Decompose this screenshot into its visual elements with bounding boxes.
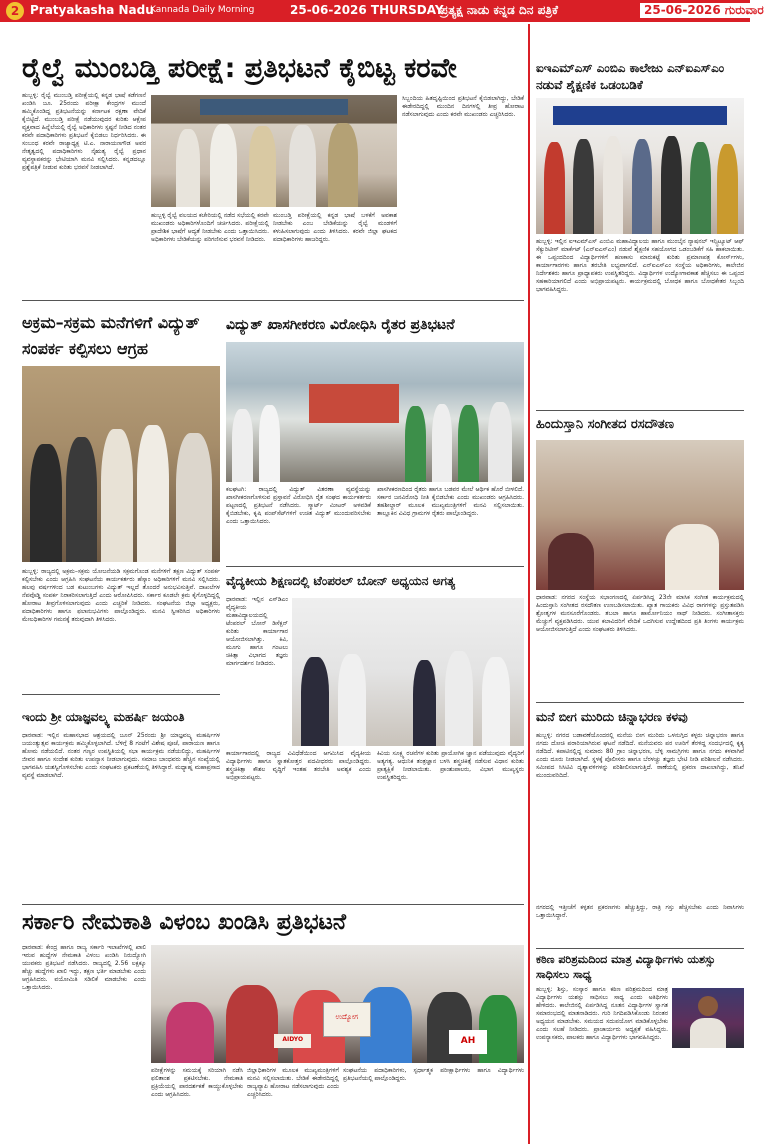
divider [536,702,744,703]
rail-body-4: ಸಿಬ್ಬಂದಿಯ ಹಿತದೃಷ್ಟಿಯಿಂದ ಪ್ರತಿಭಟನೆ ಕೈಬಿಡಲಾಗಿದ್ದು, ಬೇಡಿಕೆ ಈಡೇರದಿದ್ದಲ್ಲಿ ಮುಂದಿನ ದಿನಗಳಲ್ಲಿ ತೀವ್ರ ಹೋರಾಟ ನಡೆಸಲಾಗುವುದು ಎಂದು ಕರವೇ ಮುಖಂಡರು ಎಚ್ಚರಿಸಿದರು. [402,95,524,118]
medical-photo-person [482,657,510,746]
rail-photo [151,95,397,207]
iem-photo-person [573,139,594,234]
divider [22,694,220,695]
medical-body-1: ಧಾರವಾಡ: ಇಲ್ಲಿನ ಎಸ್‌ಡಿಎಂ ವೈದ್ಯಕೀಯ ಮಹಾವಿದ್ಯಾಲಯದಲ್ಲಿ ಟೆಂಪರಲ್ ಬೋನ್ ಡಿಸೆಕ್ಷನ್ ಕುರಿತು ಕಾರ್ಯಾಗಾರ ಆಯೋಜಿಸಲಾಗಿತ್ತು. ಕಿವಿ, ಮೂಗು ಹಾಗೂ ಗಂಟಲು ಚಿಕಿತ್ಸಾ ವಿಭಾಗದ ತಜ್ಞರು ಮಾರ್ಗದರ್ಶನ ನೀಡಿದರು. [226,596,288,667]
privatization-headline: ವಿದ್ಯುತ್ ಖಾಸಗೀಕರಣ ವಿರೋಧಿಸಿ ರೈತರ ಪ್ರತಿಭಟನೆ [226,317,455,333]
effort-headline: ಕಠಿಣ ಪರಿಶ್ರಮದಿಂದ ಮಾತ್ರ ವಿದ್ಯಾರ್ಥಿಗಳು ಯಶಸ್ಸು ಸಾಧಿಸಲು ಸಾಧ್ಯ [536,953,716,981]
music-photo-singer [665,524,719,590]
rail-photo-person [210,124,237,207]
medical-photo-person [413,660,436,746]
masthead [0,0,764,22]
date-kannada: 25-06-2026 ಗುರುವಾರ [640,3,768,18]
divider [226,566,524,567]
divider [536,948,744,949]
jobs-body-4: ಸಂಘಟನೆಯ ಪದಾಧಿಕಾರಿಗಳು, ಸ್ಪರ್ಧಾತ್ಮಕ ಪರೀಕ್ಷಾರ್ಥಿಗಳು ಹಾಗೂ ವಿದ್ಯಾರ್ಥಿಗಳು ಪ್ರತಿಭಟನೆಯಲ್ಲಿ ಪಾಲ್ಗೊಂಡಿದ್ದರು. [343,1067,524,1082]
iem-photo-person [603,136,624,234]
iem-photo-person [717,144,738,234]
medical-photo-person [338,654,366,746]
privatization-photo-person [458,405,479,482]
jayanti-headline: ಇಂದು ಶ್ರೀ ಯಾಜ್ಞವಲ್ಕ್ಯ ಮಹರ್ಷಿ ಜಯಂತಿ [22,710,185,724]
column-divider [528,24,530,1144]
medical-headline: ವೈದ್ಯಕೀಯ ಶಿಕ್ಷಣದಲ್ಲಿ ಟೆಂಪರಲ್ ಬೋನ್ ಅಧ್ಯಯನ ಅಗತ್ಯ [226,574,456,588]
privatization-photo-banner [309,384,398,423]
sakrama-photo-person [101,429,133,562]
jobs-body-1: ಧಾರವಾಡ: ಕೇಂದ್ರ ಹಾಗೂ ರಾಜ್ಯ ಸರ್ಕಾರಿ ಇಲಾಖೆಗಳಲ್ಲಿ ಖಾಲಿ ಇರುವ ಹುದ್ದೆಗಳ ನೇಮಕಾತಿ ವಿಳಂಬ ಖಂಡಿಸಿ ನಿರುದ್ಯೋಗಿ ಯುವಕರು ಪ್ರತಿಭಟನೆ ನಡೆಸಿದರು. ರಾಜ್ಯದಲ್ಲಿ 2.56 ಲಕ್ಷಕ್ಕೂ ಹೆಚ್ಚು ಹುದ್ದೆಗಳು ಖಾಲಿ ಇದ್ದು, ತಕ್ಷಣ ಭರ್ತಿ ಮಾಡಬೇಕು ಎಂದು ಆಗ್ರಹಿಸಿದರು. ವಯೋಮಿತಿ ಸಡಿಲಿಕೆ ಮಾಡಬೇಕು ಎಂದು ಒತ್ತಾಯಿಸಿದರು. [22,944,146,991]
jobs-photo-placard: ಉದ್ಯೋಗ [323,1002,371,1037]
iem-photo-person [544,142,565,234]
jobs-photo-placard: AH [449,1030,486,1054]
effort-photo [672,988,744,1048]
jobs-photo-person [166,1002,214,1063]
sakrama-headline: ಅಕ್ರಮ–ಸಕ್ರಮ ಮನೆಗಳಿಗೆ ವಿದ್ಯುತ್ ಸಂಪರ್ಕ ಕಲ್ಪಿಸಲು ಆಗ್ರಹ [22,313,200,358]
rail-photo-person [176,129,201,207]
paper-name-kannada: ಪ್ರತ್ಯಕ್ಷ ನಾಡು ಕನ್ನಡ ದಿನ ಪತ್ರಿಕೆ [440,3,559,17]
music-body: ಧಾರವಾಡ: ನಗರದ ಸಂಸ್ಥೆಯ ಸಭಾಂಗಣದಲ್ಲಿ ಏರ್ಪಡಿಸಿದ್ದ 23ನೇ ಮಾಸಿಕ ಸಂಗೀತ ಕಾರ್ಯಕ್ರಮದಲ್ಲಿ ಹಿಂದುಸ್ತಾನಿ ಸಂಗೀತದ ರಸದೌತಣ ಉಣಬಡಿಸಲಾಯಿತು. ಖ್ಯಾತ ಗಾಯಕರು ವಿವಿಧ ರಾಗಗಳನ್ನು ಪ್ರಸ್ತುತಪಡಿಸಿ ಶ್ರೋತೃಗಳ ಮನಸೂರೆಗೊಂಡರು. ತಬಲಾ ಹಾಗೂ ಹಾರ್ಮೋನಿಯಂ ಸಾಥ್ ನೀಡಿದರು. ಸಂಗೀತಾಸಕ್ತರು ಮೆಚ್ಚುಗೆ ವ್ಯಕ್ತಪಡಿಸಿದರು. ಯುವ ಕಲಾವಿದರಿಗೆ ವೇದಿಕೆ ಒದಗಿಸುವ ಉದ್ದೇಶದಿಂದ ಪ್ರತಿ ತಿಂಗಳು ಕಾರ್ಯಕ್ರಮ ಆಯೋಜಿಸಲಾಗುತ್ತಿದೆ ಎಂದು ಸಂಘಟಕರು ತಿಳಿಸಿದರು. [536,594,744,633]
iem-body: ಹುಬ್ಬಳ್ಳಿ: ಇಲ್ಲಿನ ಐಇಎಮ್ಎಸ್ ಎಂಬಿಎ ಮಹಾವಿದ್ಯಾಲಯ ಹಾಗೂ ಮುಂಬೈನ ನ್ಯಾಷನಲ್ ಇನ್ಸ್ಟಿಟ್ಯೂಟ್ ಆಫ್ ಸೆಕ್ಯುರಿಟೀಸ್ ಮಾರ್ಕೆಟ್ (ಎನ್ಐಎಸ್ಎಂ) ನಡುವೆ ಶೈಕ್ಷಣಿಕ ಸಹಯೋಗದ ಒಡಂಬಡಿಕೆಗೆ ಸಹಿ ಹಾಕಲಾಯಿತು. ಈ ಒಪ್ಪಂದದಿಂದ ವಿದ್ಯಾರ್ಥಿಗಳಿಗೆ ಹಣಕಾಸು ಮಾರುಕಟ್ಟೆ ಕುರಿತು ಪ್ರಮಾಣಪತ್ರ ಕೋರ್ಸ್‌ಗಳು, ಕಾರ್ಯಾಗಾರಗಳು ಹಾಗೂ ತರಬೇತಿ ಲಭ್ಯವಾಗಲಿದೆ. ಎನ್ಐಎಸ್ಎಂ ಸಂಸ್ಥೆಯ ಅಧಿಕಾರಿಗಳು, ಕಾಲೇಜಿನ ನಿರ್ದೇಶಕರು ಹಾಗೂ ಪ್ರಾಧ್ಯಾಪಕರು ಉಪಸ್ಥಿತರಿದ್ದರು. ವಿದ್ಯಾರ್ಥಿಗಳ ಉದ್ಯೋಗಾವಕಾಶ ಹೆಚ್ಚಿಸಲು ಈ ಒಪ್ಪಂದ ಸಹಕಾರಿಯಾಗಲಿದೆ ಎಂದು ಅಭಿಪ್ರಾಯಪಟ್ಟರು. ಕಾರ್ಯಕ್ರಮದಲ್ಲಿ ಬೋಧಕ ಹಾಗೂ ಬೋಧಕೇತರ ಸಿಬ್ಬಂದಿ ಭಾಗವಹಿಸಿದ್ದರು. [536,238,744,293]
medical-body-3: ಕಿವಿಯ ಸೂಕ್ಷ್ಮ ರಚನೆಗಳ ಕುರಿತು ಪ್ರಾಯೋಗಿಕ ಜ್ಞಾನ ಪಡೆಯುವುದು ವೈದ್ಯರಿಗೆ ಅತ್ಯಗತ್ಯ. ಆಧುನಿಕ ತಂತ್ರಜ್ಞಾನ ಬಳಸಿ ಶಸ್ತ್ರಚಿಕಿತ್ಸೆ ನಡೆಸುವ ವಿಧಾನ ಕುರಿತು ಪ್ರಾತ್ಯಕ್ಷಿಕೆ ನೀಡಲಾಯಿತು. ಪ್ರಾಂಶುಪಾಲರು, ವಿಭಾಗ ಮುಖ್ಯಸ್ಥರು ಉಪಸ್ಥಿತರಿದ್ದರು. [377,750,524,781]
paper-subtitle: Kannada Daily Morning [150,5,255,15]
privatization-photo-person [232,409,253,482]
music-photo-tabla-player [548,533,594,590]
privatization-photo-person [432,404,453,482]
sakrama-photo-person [30,444,62,562]
iem-photo [536,98,744,234]
date-english: 25-06-2026 THURSDAY [290,3,444,17]
rail-body-3: ಮುಂಬಡ್ತಿ ಪರೀಕ್ಷೆಯಲ್ಲಿ ಕನ್ನಡ ಭಾಷೆ ಬಳಕೆಗೆ ಅವಕಾಶ ನೀಡಬೇಕು ಎಂಬ ಬೇಡಿಕೆಯನ್ನು ರೈಲ್ವೆ ಮಂಡಳಿಗೆ ಕಳುಹಿಸಲಾಗುವುದು ಎಂದು ತಿಳಿಸಿದರು. ಕರವೇ ಜಿಲ್ಲಾ ಘಟಕದ ಪದಾಧಿಕಾರಿಗಳು ಹಾಜರಿದ್ದರು. [273,212,397,243]
jobs-photo-placard: AIDYO [274,1034,311,1048]
music-headline: ಹಿಂದುಸ್ತಾನಿ ಸಂಗೀತದ ರಸದೌತಣ [536,417,675,432]
sakrama-body: ಹುಬ್ಬಳ್ಳಿ: ರಾಜ್ಯದಲ್ಲಿ ಅಕ್ರಮ–ಸಕ್ರಮ ಯೋಜನೆಯಡಿ ಸಕ್ರಮಗೊಂಡ ಮನೆಗಳಿಗೆ ತಕ್ಷಣ ವಿದ್ಯುತ್ ಸಂಪರ್ಕ ಕಲ್ಪಿಸಬೇಕು ಎಂದು ಆಗ್ರಹಿಸಿ ಸಂಘಟನೆಯ ಕಾರ್ಯಕರ್ತರು ಹೆಸ್ಕಾಂ ಅಧಿಕಾರಿಗಳಿಗೆ ಮನವಿ ಸಲ್ಲಿಸಿದರು. ಹಲವು ವರ್ಷಗಳಿಂದ ಬಡ ಕುಟುಂಬಗಳು ವಿದ್ಯುತ್ ಇಲ್ಲದೆ ತೊಂದರೆ ಅನುಭವಿಸುತ್ತಿವೆ. ದಾಖಲೆಗಳ ನೆಪವೊಡ್ಡಿ ಸಂಪರ್ಕ ನಿರಾಕರಿಸಲಾಗುತ್ತಿದೆ ಎಂದು ಆರೋಪಿಸಿದರು. ಸರ್ಕಾರ ಕೂಡಲೇ ಕ್ರಮ ಕೈಗೊಳ್ಳದಿದ್ದಲ್ಲಿ ಹೋರಾಟ ತೀವ್ರಗೊಳಿಸಲಾಗುವುದು ಎಂದು ಎಚ್ಚರಿಕೆ ನೀಡಿದರು. ಸಂಘಟನೆಯ ಜಿಲ್ಲಾ ಅಧ್ಯಕ್ಷರು, ಪದಾಧಿಕಾರಿಗಳು ಹಾಗೂ ಫಲಾನುಭವಿಗಳು ಪಾಲ್ಗೊಂಡಿದ್ದರು. ಮನವಿ ಸ್ವೀಕರಿಸಿದ ಅಧಿಕಾರಿಗಳು ಮೇಲಧಿಕಾರಿಗಳ ಗಮನಕ್ಕೆ ತರುವುದಾಗಿ ತಿಳಿಸಿದರು. [22,568,220,623]
divider [22,904,524,905]
theft-body: ಹುಬ್ಬಳ್ಳಿ: ನಗರದ ಬಡಾವಣೆಯೊಂದರಲ್ಲಿ ಮನೆಯ ಬೀಗ ಮುರಿದು ಒಳನುಗ್ಗಿದ ಕಳ್ಳರು ಚಿನ್ನಾಭರಣ ಹಾಗೂ ನಗದು ದೋಚಿ ಪರಾರಿಯಾಗಿರುವ ಘಟನೆ ನಡೆದಿದೆ. ಮನೆಯವರು ಪರ ಊರಿಗೆ ತೆರಳಿದ್ದ ಸಂದರ್ಭದಲ್ಲಿ ಕೃತ್ಯ ನಡೆದಿದೆ. ಕಪಾಟಿನಲ್ಲಿದ್ದ ಸುಮಾರು 80 ಗ್ರಾಂ ಚಿನ್ನಾಭರಣ, ಬೆಳ್ಳಿ ಸಾಮಗ್ರಿಗಳು ಹಾಗೂ ನಗದು ಕಳವಾಗಿವೆ ಎಂದು ದೂರು ನೀಡಲಾಗಿದೆ. ಸ್ಥಳಕ್ಕೆ ಪೊಲೀಸರು ಹಾಗೂ ಬೆರಳಚ್ಚು ತಜ್ಞರು ಭೇಟಿ ನೀಡಿ ಪರಿಶೀಲನೆ ನಡೆಸಿದರು. ಸಮೀಪದ ಸಿಸಿಟಿವಿ ದೃಶ್ಯಾವಳಿಗಳನ್ನು ಪರಿಶೀಲಿಸಲಾಗುತ್ತಿದೆ. ಠಾಣೆಯಲ್ಲಿ ಪ್ರಕರಣ ದಾಖಲಾಗಿದ್ದು, ತನಿಖೆ ಮುಂದುವರಿದಿದೆ. [536,732,744,779]
rail-photo-person [328,123,358,207]
jobs-headline: ಸರ್ಕಾರಿ ನೇಮಕಾತಿ ವಿಳಂಬ ಖಂಡಿಸಿ ಪ್ರತಿಭಟನೆ [22,910,347,935]
medical-photo-person [301,657,329,746]
music-photo [536,440,744,590]
jayanti-body: ಧಾರವಾಡ: ಇಲ್ಲಿನ ಮಹಾಸಭಾದ ಆಶ್ರಯದಲ್ಲಿ ಜೂನ್ 25ರಂದು ಶ್ರೀ ಯಾಜ್ಞವಲ್ಕ್ಯ ಮಹರ್ಷಿಗಳ ಜಯಂತ್ಯುತ್ಸವ ಕಾರ್ಯಕ್ರಮ ಹಮ್ಮಿಕೊಳ್ಳಲಾಗಿದೆ. ಬೆಳಿಗ್ಗೆ 8 ಗಂಟೆಗೆ ವಿಶೇಷ ಪೂಜೆ, ಪಾರಾಯಣ ಹಾಗೂ ಹೋಮ ನಡೆಯಲಿದೆ. ನಂತರ ಗಣ್ಯರ ಉಪಸ್ಥಿತಿಯಲ್ಲಿ ಸಭಾ ಕಾರ್ಯಕ್ರಮ ನಡೆಯಲಿದ್ದು, ಮಹರ್ಷಿಗಳ ಜೀವನ ಹಾಗೂ ಸಂದೇಶ ಕುರಿತು ಉಪನ್ಯಾಸ ನೀಡಲಾಗುವುದು. ಸಮಾಜ ಬಾಂಧವರು ಹೆಚ್ಚಿನ ಸಂಖ್ಯೆಯಲ್ಲಿ ಭಾಗವಹಿಸಿ ಯಶಸ್ವಿಗೊಳಿಸಬೇಕು ಎಂದು ಸಂಘಟಕರು ಪ್ರಕಟಣೆಯಲ್ಲಿ ತಿಳಿಸಿದ್ದಾರೆ. ಮಧ್ಯಾಹ್ನ ಮಹಾಪ್ರಸಾದ ವ್ಯವಸ್ಥೆ ಮಾಡಲಾಗಿದೆ. [22,732,220,779]
iem-photo-person [690,142,711,234]
rail-photo-person [249,126,276,207]
iem-photo-person [632,139,653,234]
sakrama-photo-person [137,425,169,562]
privatization-photo-person [488,402,512,482]
sakrama-photo-person [66,437,98,562]
divider [22,300,524,301]
rail-photo-person [289,125,316,207]
effort-body: ಹುಬ್ಬಳ್ಳಿ: ಶಿಸ್ತು, ಸಂಸ್ಕಾರ ಹಾಗೂ ಕಠಿಣ ಪರಿಶ್ರಮದಿಂದ ಮಾತ್ರ ವಿದ್ಯಾರ್ಥಿಗಳು ಯಶಸ್ಸು ಸಾಧಿಸಲು ಸಾಧ್ಯ ಎಂದು ಅತಿಥಿಗಳು ಹೇಳಿದರು. ಕಾಲೇಜಿನಲ್ಲಿ ಏರ್ಪಡಿಸಿದ್ದ ನೂತನ ವಿದ್ಯಾರ್ಥಿಗಳ ಸ್ವಾಗತ ಸಮಾರಂಭದಲ್ಲಿ ಮಾತನಾಡಿದರು. ಗುರಿ ನಿಗದಿಪಡಿಸಿಕೊಂಡು ನಿರಂತರ ಅಧ್ಯಯನ ಮಾಡಬೇಕು. ಸಮಯದ ಸದುಪಯೋಗ ಮಾಡಿಕೊಳ್ಳಬೇಕು ಎಂದು ಸಲಹೆ ನೀಡಿದರು. ಪ್ರಾಚಾರ್ಯರು ಅಧ್ಯಕ್ಷತೆ ವಹಿಸಿದ್ದರು. ಉಪನ್ಯಾಸಕರು, ಪಾಲಕರು ಹಾಗೂ ವಿದ್ಯಾರ್ಥಿಗಳು ಭಾಗವಹಿಸಿದ್ದರು. [536,986,668,1041]
sakrama-photo-person [176,433,212,562]
medical-photo-person [445,651,473,746]
effort-photo-speaker-body [690,1018,726,1048]
effort-photo-speaker [698,996,718,1016]
jobs-photo [151,945,524,1063]
privatization-body-1: ಕಲಘಟಗಿ: ರಾಜ್ಯದಲ್ಲಿ ವಿದ್ಯುತ್ ವಿತರಣಾ ವ್ಯವಸ್ಥೆಯನ್ನು ಖಾಸಗೀಕರಣಗೊಳಿಸುವ ಪ್ರಸ್ತಾವನೆ ವಿರೋಧಿಸಿ ರೈತ ಸಂಘದ ಕಾರ್ಯಕರ್ತರು ಪಟ್ಟಣದಲ್ಲಿ ಪ್ರತಿಭಟನೆ ನಡೆಸಿದರು. ಸ್ಮಾರ್ಟ್ ಮೀಟರ್ ಅಳವಡಿಕೆ ಕೈಬಿಡಬೇಕು, ಕೃಷಿ ಪಂಪ್‌ಸೆಟ್‌ಗಳಿಗೆ ಉಚಿತ ವಿದ್ಯುತ್ ಮುಂದುವರಿಸಬೇಕು ಎಂದು ಒತ್ತಾಯಿಸಿದರು. [226,486,371,525]
privatization-photo-person [405,406,426,482]
divider [536,410,744,411]
iem-photo-person [661,136,682,234]
rail-headline: ರೈಲ್ವೆ ಮುಂಬಡ್ತಿ ಪರೀಕ್ಷೆ: ಪ್ರತಿಭಟನೆ ಕೈಬಿಟ್ಟ ಕರವೇ [22,53,457,84]
jobs-photo-person [226,985,278,1063]
privatization-photo-person [259,405,280,482]
theft-headline: ಮನೆ ಬೀಗ ಮುರಿದು ಚಿನ್ನಾಭರಣ ಕಳವು [536,710,688,724]
sakrama-photo [22,366,220,562]
rail-photo-banner [200,99,348,115]
rail-body-2: ಹುಬ್ಬಳ್ಳಿ ರೈಲ್ವೆ ವಲಯದ ಕಚೇರಿಯಲ್ಲಿ ನಡೆದ ಸಭೆಯಲ್ಲಿ ಕರವೇ ಮುಖಂಡರು ಅಧಿಕಾರಿಗಳೊಂದಿಗೆ ಚರ್ಚಿಸಿದರು. ಪರೀಕ್ಷೆಯಲ್ಲಿ ಪ್ರಾದೇಶಿಕ ಭಾಷೆಗೆ ಆದ್ಯತೆ ನೀಡಬೇಕು ಎಂದು ಒತ್ತಾಯಿಸಿದರು. ಅಧಿಕಾರಿಗಳು ಬೇಡಿಕೆಯನ್ನು ಪರಿಗಣಿಸುವ ಭರವಸೆ ನೀಡಿದರು. [151,212,269,243]
iem-photo-board [553,106,728,125]
medical-body-2: ಕಾರ್ಯಾಗಾರದಲ್ಲಿ ರಾಜ್ಯದ ವಿವಿಧೆಡೆಯಿಂದ ಆಗಮಿಸಿದ ವೈದ್ಯಕೀಯ ವಿದ್ಯಾರ್ಥಿಗಳು ಹಾಗೂ ಸ್ನಾತಕೋತ್ತರ ಪದವೀಧರರು ಪಾಲ್ಗೊಂಡಿದ್ದರು. ಶಸ್ತ್ರಚಿಕಿತ್ಸಾ ಕೌಶಲ ವೃದ್ಧಿಗೆ ಇಂತಹ ತರಬೇತಿ ಅವಶ್ಯಕ ಎಂದು ಅಭಿಪ್ರಾಯಪಟ್ಟರು. [226,750,371,781]
privatization-photo [226,342,524,482]
jobs-body-3: ಜಿಲ್ಲಾಧಿಕಾರಿಗಳ ಮೂಲಕ ಮುಖ್ಯಮಂತ್ರಿಗಳಿಗೆ ಮನವಿ ಸಲ್ಲಿಸಲಾಯಿತು. ಬೇಡಿಕೆ ಈಡೇರದಿದ್ದಲ್ಲಿ ರಾಜ್ಯವ್ಯಾಪಿ ಹೋರಾಟ ನಡೆಸಲಾಗುವುದು ಎಂದು ಎಚ್ಚರಿಸಿದರು. [247,1067,339,1098]
paper-name: Pratyakasha Nadu [30,3,154,17]
medical-photo [292,598,524,746]
jobs-body-2: ಪರೀಕ್ಷೆಗಳನ್ನು ಸಮಯಕ್ಕೆ ಸರಿಯಾಗಿ ನಡೆಸಿ ಫಲಿತಾಂಶ ಪ್ರಕಟಿಸಬೇಕು. ನೇಮಕಾತಿ ಪ್ರಕ್ರಿಯೆಯಲ್ಲಿ ಪಾರದರ್ಶಕತೆ ಕಾಯ್ದುಕೊಳ್ಳಬೇಕು ಎಂದು ಆಗ್ರಹಿಸಿದರು. [151,1067,243,1098]
theft-body-2: ನಗರದಲ್ಲಿ ಇತ್ತೀಚೆಗೆ ಕಳ್ಳತನ ಪ್ರಕರಣಗಳು ಹೆಚ್ಚುತ್ತಿದ್ದು, ರಾತ್ರಿ ಗಸ್ತು ಹೆಚ್ಚಿಸಬೇಕು ಎಂದು ನಿವಾಸಿಗಳು ಒತ್ತಾಯಿಸಿದ್ದಾರೆ. [536,904,744,919]
iem-headline: ಐಇಎಮ್ಎಸ್ ಎಂಬಿಎ ಕಾಲೇಜು ಎನ್ಐಎಸ್ಎಂ ನಡುವೆ ಶೈಕ್ಷಣಿಕ ಒಡಂಬಡಿಕೆ [536,61,725,92]
rail-body-1: ಹುಬ್ಬಳ್ಳಿ: ರೈಲ್ವೆ ಮುಂಬಡ್ತಿ ಪರೀಕ್ಷೆಯಲ್ಲಿ ಕನ್ನಡ ಭಾಷೆ ಕಡೆಗಣನೆ ಖಂಡಿಸಿ ಜೂ. 25ರಂದು ಪರೀಕ್ಷಾ ಕೇಂದ್ರಗಳ ಮುಂದೆ ಹಮ್ಮಿಕೊಂಡಿದ್ದ ಪ್ರತಿಭಟನೆಯನ್ನು ಕರ್ನಾಟಕ ರಕ್ಷಣಾ ವೇದಿಕೆ ಕೈಬಿಟ್ಟಿದೆ. ಮುಂಬಡ್ತಿ ಪರೀಕ್ಷೆ ನಡೆಯುವುದರ ಕುರಿತು ಆಕ್ಷೇಪ ವ್ಯಕ್ತವಾದ ಹಿನ್ನೆಲೆಯಲ್ಲಿ ರೈಲ್ವೆ ಅಧಿಕಾರಿಗಳು ಸ್ಪಷ್ಟನೆ ನೀಡಿದ ನಂತರ ಕರವೇ ಪದಾಧಿಕಾರಿಗಳು ಪ್ರತಿಭಟನೆ ಕೈಬಿಡಲು ನಿರ್ಧರಿಸಿದರು. ಈ ಸಂಬಂಧ ಕರವೇ ರಾಜ್ಯಾಧ್ಯಕ್ಷ ಟಿ.ಎ. ನಾರಾಯಣಗೌಡ ಅವರ ನೇತೃತ್ವದಲ್ಲಿ ಪದಾಧಿಕಾರಿಗಳು ನೈಋತ್ಯ ರೈಲ್ವೆ ಪ್ರಧಾನ ವ್ಯವಸ್ಥಾಪಕರನ್ನು ಭೇಟಿಯಾಗಿ ಮನವಿ ಸಲ್ಲಿಸಿದರು. ಕನ್ನಡದಲ್ಲೂ ಪ್ರಶ್ನೆಪತ್ರಿಕೆ ನೀಡುವ ಕುರಿತು ಭರವಸೆ ನೀಡಲಾಗಿದೆ. [22,92,146,171]
privatization-body-2: ಖಾಸಗೀಕರಣದಿಂದ ರೈತರು ಹಾಗೂ ಬಡವರ ಮೇಲೆ ಆರ್ಥಿಕ ಹೊರೆ ಬೀಳಲಿದೆ. ಸರ್ಕಾರ ಜನವಿರೋಧಿ ನೀತಿ ಕೈಬಿಡಬೇಕು ಎಂದು ಮುಖಂಡರು ಆಗ್ರಹಿಸಿದರು. ತಹಶೀಲ್ದಾರ್ ಮೂಲಕ ಮುಖ್ಯಮಂತ್ರಿಗಳಿಗೆ ಮನವಿ ಸಲ್ಲಿಸಲಾಯಿತು. ತಾಲ್ಲೂಕಿನ ವಿವಿಧ ಗ್ರಾಮಗಳ ರೈತರು ಪಾಲ್ಗೊಂಡಿದ್ದರು. [377,486,524,517]
page-number-badge: 2 [6,2,24,20]
